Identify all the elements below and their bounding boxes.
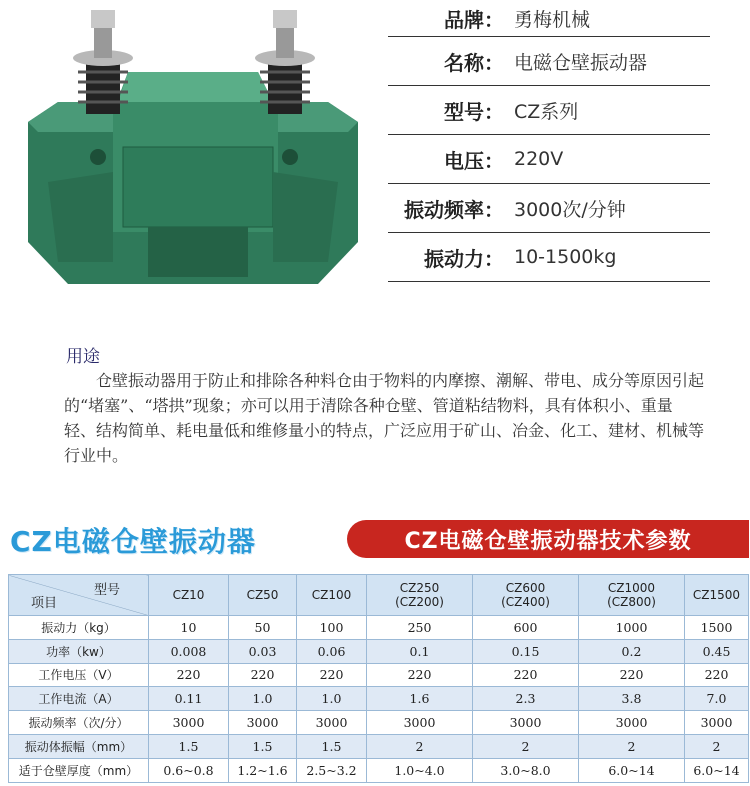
table-row xyxy=(9,711,749,735)
table-cell: 6.0~14 xyxy=(685,758,749,782)
vibrator-product-image xyxy=(18,2,368,294)
spec-label: 电压： xyxy=(444,148,504,173)
spec-label: 型号： xyxy=(444,99,504,124)
usage-title: 用途 xyxy=(66,347,100,367)
table-row xyxy=(9,734,749,758)
spec-label: 振动力： xyxy=(424,246,504,271)
table-cell: 220 xyxy=(367,663,473,687)
model-header: CZ1500 xyxy=(685,575,749,616)
table-cell: 0.06 xyxy=(297,639,367,663)
table-cell: 2 xyxy=(367,734,473,758)
table-cell: 1.0 xyxy=(229,687,297,711)
table-body xyxy=(9,616,749,783)
spec-value: 3000次/分钟 xyxy=(514,198,626,221)
model-header: CZ100 xyxy=(297,575,367,616)
table-cell: 0.1 xyxy=(367,639,473,663)
spec-list xyxy=(388,0,710,282)
table-cell: 3000 xyxy=(473,711,579,735)
table-cell: 3000 xyxy=(297,711,367,735)
table-cell: 0.03 xyxy=(229,639,297,663)
corner-model-label: 型号 xyxy=(93,583,120,598)
table-cell: 1.5 xyxy=(229,734,297,758)
model-header: CZ10 xyxy=(149,575,229,616)
table-cell: 100 xyxy=(297,616,367,640)
table-cell: 2 xyxy=(579,734,685,758)
row-label: 工作电流（A） xyxy=(9,687,149,711)
spec-row-model xyxy=(388,86,710,135)
table-cell: 3000 xyxy=(149,711,229,735)
table-row xyxy=(9,758,749,782)
tech-params-banner: CZ电磁仓壁振动器技术参数 xyxy=(347,520,749,558)
table-cell: 1000 xyxy=(579,616,685,640)
table-cell: 0.2 xyxy=(579,639,685,663)
table-cell: 3000 xyxy=(685,711,749,735)
table-cell: 220 xyxy=(685,663,749,687)
table-cell: 0.15 xyxy=(473,639,579,663)
tech-params-table xyxy=(8,574,749,783)
table-cell: 220 xyxy=(297,663,367,687)
spec-value: 电磁仓壁振动器 xyxy=(514,51,648,74)
table-cell: 2 xyxy=(473,734,579,758)
row-label: 工作电压（V） xyxy=(9,663,149,687)
table-cell: 3.0~8.0 xyxy=(473,758,579,782)
spec-row-brand xyxy=(388,0,710,37)
table-row xyxy=(9,687,749,711)
table-cell: 1.5 xyxy=(149,734,229,758)
spec-row-voltage xyxy=(388,135,710,184)
spec-row-name xyxy=(388,37,710,86)
table-header-row xyxy=(9,575,749,616)
corner-item-label: 项目 xyxy=(31,596,58,611)
table-cell: 3000 xyxy=(579,711,685,735)
spec-value: 勇梅机械 xyxy=(514,8,591,31)
table-row xyxy=(9,663,749,687)
table-cell: 0.11 xyxy=(149,687,229,711)
table-cell: 1.6 xyxy=(367,687,473,711)
table-cell: 220 xyxy=(229,663,297,687)
table-cell: 6.0~14 xyxy=(579,758,685,782)
table-cell: 0.45 xyxy=(685,639,749,663)
model-header: CZ50 xyxy=(229,575,297,616)
model-header: CZ250 (CZ200) xyxy=(367,575,473,616)
table-cell: 220 xyxy=(579,663,685,687)
spec-label: 名称： xyxy=(444,50,504,75)
table-cell: 1.0~4.0 xyxy=(367,758,473,782)
table-cell: 3000 xyxy=(229,711,297,735)
table-cell: 50 xyxy=(229,616,297,640)
table-cell: 3000 xyxy=(367,711,473,735)
spec-row-frequency xyxy=(388,184,710,233)
model-header: CZ1000 (CZ800) xyxy=(579,575,685,616)
table-cell: 3.8 xyxy=(579,687,685,711)
table-cell: 600 xyxy=(473,616,579,640)
table-row xyxy=(9,616,749,640)
table-cell: 2.3 xyxy=(473,687,579,711)
row-label: 适于仓壁厚度（mm） xyxy=(9,758,149,782)
table-cell: 0.008 xyxy=(149,639,229,663)
table-cell: 2.5~3.2 xyxy=(297,758,367,782)
table-cell: 220 xyxy=(149,663,229,687)
spec-value: CZ系列 xyxy=(514,100,579,123)
spec-value: 220V xyxy=(514,148,564,170)
table-cell: 10 xyxy=(149,616,229,640)
row-label: 振动体振幅（mm） xyxy=(9,734,149,758)
table-cell: 250 xyxy=(367,616,473,640)
row-label: 功率（kw） xyxy=(9,639,149,663)
table-cell: 7.0 xyxy=(685,687,749,711)
spec-value: 10-1500kg xyxy=(514,246,617,268)
table-cell: 0.6~0.8 xyxy=(149,758,229,782)
spec-label: 振动频率： xyxy=(404,197,504,222)
table-cell: 1500 xyxy=(685,616,749,640)
spec-label: 品牌： xyxy=(444,7,504,32)
table-row xyxy=(9,639,749,663)
table-cell: 1.0 xyxy=(297,687,367,711)
table-cell: 1.2~1.6 xyxy=(229,758,297,782)
table-corner-cell xyxy=(9,575,149,616)
table-cell: 220 xyxy=(473,663,579,687)
row-label: 振动频率（次/分） xyxy=(9,711,149,735)
model-header: CZ600 (CZ400) xyxy=(473,575,579,616)
usage-body: 仓壁振动器用于防止和排除各种料仓由于物料的内摩擦、潮解、带电、成分等原因引起的“堵塞”、“塔拱”现象；亦可以用于清除各种仓壁、管道粘结物料，具有体积小、重量轻、结构简单、耗电量低和维修量小的特点，广泛应用于矿山、冶金、化工、建材、机械等行业中。 xyxy=(64,371,705,465)
spec-row-force xyxy=(388,233,710,282)
product-banner-title: CZ电磁仓壁振动器 xyxy=(10,525,256,558)
table-cell: 1.5 xyxy=(297,734,367,758)
row-label: 振动力（kg） xyxy=(9,616,149,640)
table-cell: 2 xyxy=(685,734,749,758)
